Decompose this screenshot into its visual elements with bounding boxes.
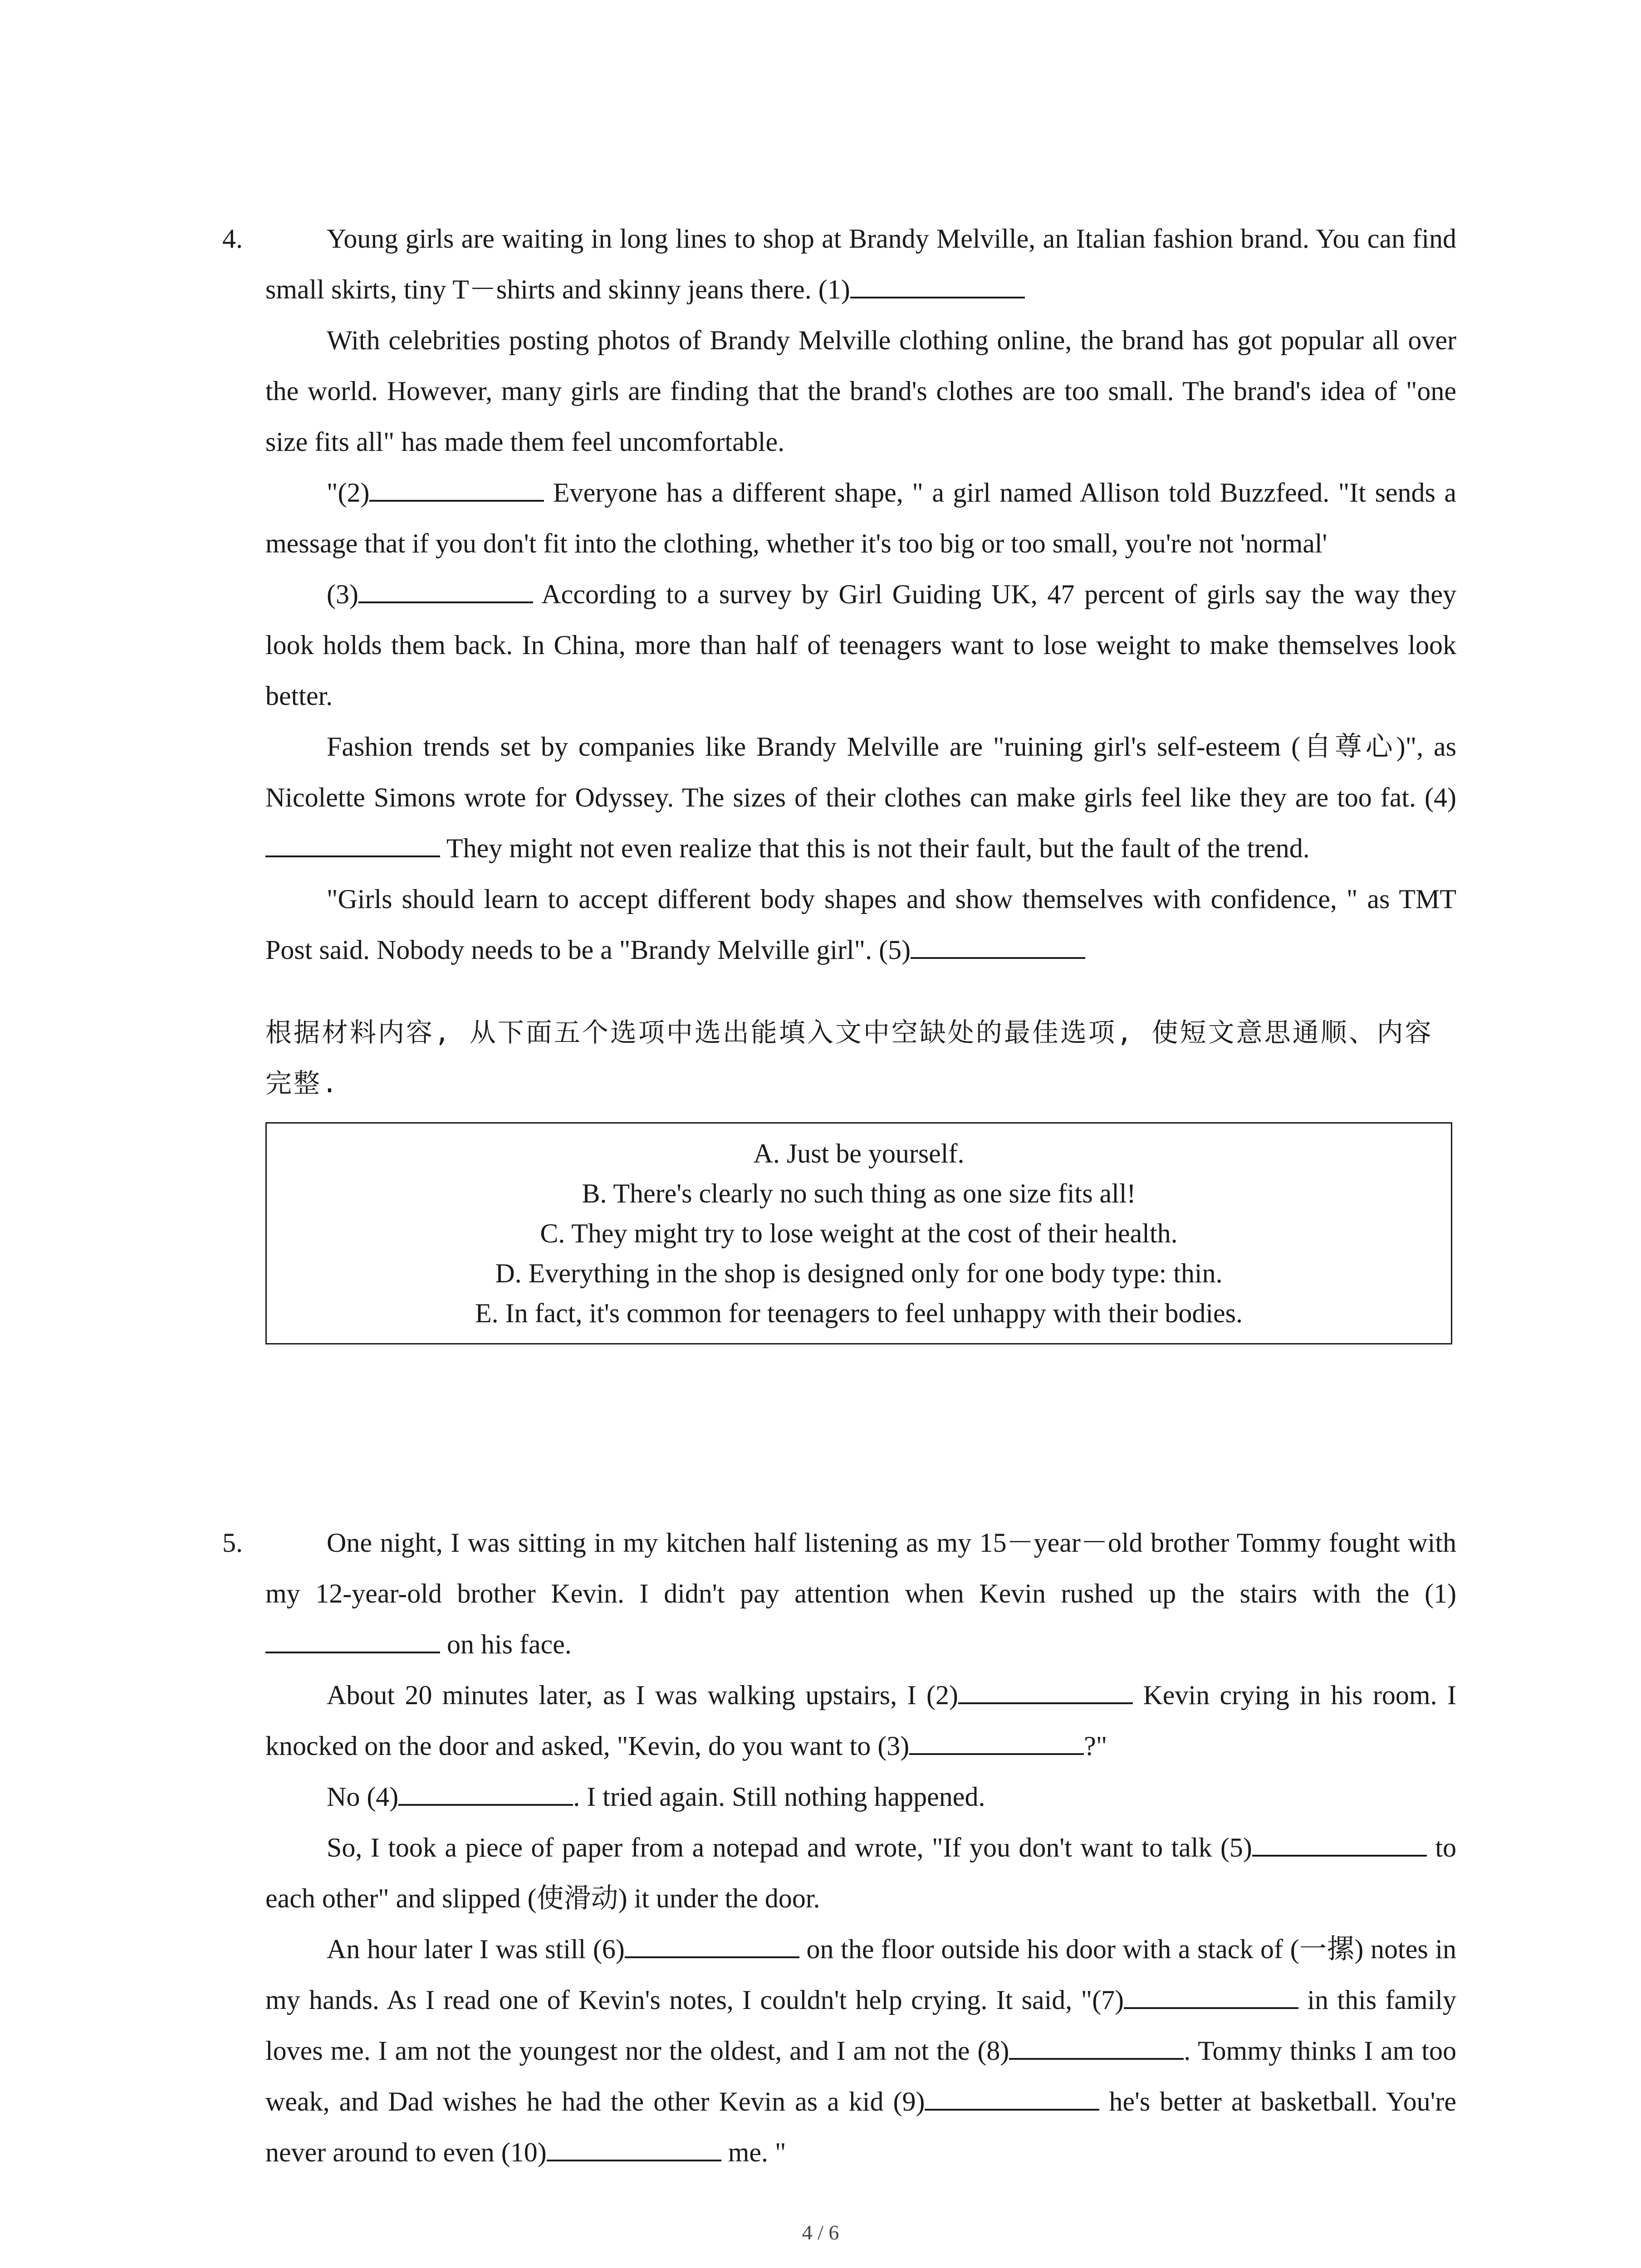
question-4 xyxy=(222,213,1456,1344)
option-e: E. In fact, it's common for teenagers to feel unhappy with their bodies. xyxy=(475,1298,1243,1328)
paragraph xyxy=(265,1822,1456,1924)
question-4-passage xyxy=(265,213,1456,975)
question-number: 5. xyxy=(222,1528,243,1558)
paragraph xyxy=(265,721,1456,874)
text: he's better at basketball. You're never around to even (10) xyxy=(265,2087,1456,2167)
text: on his face. xyxy=(440,1629,572,1659)
paragraph xyxy=(265,1517,1456,1670)
option-b: B. There's clearly no such thing as one size fits all! xyxy=(582,1178,1136,1208)
option-d: D. Everything in the shop is designed only for one body type: thin. xyxy=(495,1258,1223,1288)
answer-blank-3[interactable] xyxy=(909,1728,1084,1755)
text: in this family loves me. I am not the youngest nor the oldest, and I am not the (8) xyxy=(265,1985,1456,2066)
text: Fashion trends set by companies like Brandy Melville are "ruining girl's self-esteem (自尊心)", as Nicolette Simons wrote for Odyssey. The sizes of their clothes can make girls feel like they are too fat. (4) xyxy=(265,732,1456,812)
answer-blank-3[interactable] xyxy=(358,576,533,603)
answer-blank-5[interactable] xyxy=(911,932,1085,959)
text: . I tried again. Still nothing happened. xyxy=(573,1782,985,1812)
text: Kevin crying in his room. I knocked on the door and asked, "Kevin, do you want to (3) xyxy=(265,1680,1456,1761)
paragraph xyxy=(265,1771,1456,1822)
text: Young girls are waiting in long lines to shop at Brandy Melville, an Italian fashion brand. You can find small skirts, tiny T－shirts and skinny jeans there. (1) xyxy=(265,224,1456,304)
answer-blank-6[interactable] xyxy=(625,1931,799,1958)
answer-blank-7[interactable] xyxy=(1124,1982,1298,2009)
text: (3) xyxy=(327,579,358,609)
answer-blank-5[interactable] xyxy=(1252,1829,1427,1857)
text: me. " xyxy=(721,2137,786,2167)
text: According to a survey by Girl Guiding UK, 47 percent of girls say the way they look holds them back. In China, more than half of teenagers want to lose weight to make themselves look better. xyxy=(265,579,1456,711)
question-number: 4. xyxy=(222,224,243,254)
question-5-passage xyxy=(265,1517,1456,2178)
text: One night, I was sitting in my kitchen half listening as my 15－year－old brother Tommy fought with my 12-year-old brother Kevin. I didn't pay attention when Kevin rushed up the stairs with the (1) xyxy=(265,1528,1456,1608)
answer-blank-9[interactable] xyxy=(925,2083,1099,2111)
text: No (4) xyxy=(327,1782,399,1812)
text: on the floor outside his door with a stack of (一摞) notes in my hands. As I read one of Kevin's notes, I couldn't help crying. It said, "(7) xyxy=(265,1934,1456,2015)
option-c: C. They might try to lose weight at the cost of their health. xyxy=(540,1218,1178,1248)
answer-blank-2[interactable] xyxy=(369,474,544,502)
answer-blank-8[interactable] xyxy=(1009,2033,1184,2060)
option-a: A. Just be yourself. xyxy=(753,1139,965,1168)
text: So, I took a piece of paper from a notepad and wrote, "If you don't want to talk (5) xyxy=(327,1833,1252,1862)
answer-blank-2[interactable] xyxy=(958,1677,1133,1704)
answer-blank-1[interactable] xyxy=(850,271,1025,298)
text: They might not even realize that this is not their fault, but the fault of the trend. xyxy=(440,833,1310,863)
text: With celebrities posting photos of Brandy Melville clothing online, the brand has got popular all over the world. However, many girls are finding that the brand's clothes are too small. The brand's idea of "one size fits all" has made them feel uncomfortable. xyxy=(265,325,1456,457)
text: . Tommy thinks I am too weak, and Dad wishes he had the other Kevin as a kid (9) xyxy=(265,2036,1456,2116)
instruction-text: 根据材料内容, 从下面五个选项中选出能填入文中空缺处的最佳选项, 使短文意思通顺、内容完整. xyxy=(265,1017,1433,1099)
text: to each other" and slipped (使滑动) it under the door. xyxy=(265,1833,1456,1913)
question-5 xyxy=(222,1517,1456,2178)
paragraph xyxy=(265,1924,1456,2178)
answer-blank-4[interactable] xyxy=(265,830,440,857)
text: Everyone has a different shape, " a girl named Allison told Buzzfeed. "It sends a message that if you don't fit into the clothing, whether it's too big or too small, you're not 'normal' xyxy=(265,478,1456,558)
paragraph xyxy=(265,213,1456,315)
text: About 20 minutes later, as I was walking upstairs, I (2) xyxy=(327,1680,958,1710)
text: "Girls should learn to accept different body shapes and show themselves with confidence, " as TMT Post said. Nobody needs to be a "Brandy Melville girl". (5) xyxy=(265,884,1456,965)
text: ?" xyxy=(1084,1731,1107,1761)
answer-blank-10[interactable] xyxy=(547,2134,721,2161)
answer-blank-1[interactable] xyxy=(265,1626,440,1653)
paragraph xyxy=(265,874,1456,975)
text: "(2) xyxy=(327,478,370,508)
paragraph xyxy=(265,569,1456,721)
answer-blank-4[interactable] xyxy=(398,1779,573,1806)
paragraph xyxy=(265,315,1456,467)
page-number: 4 / 6 xyxy=(802,2221,839,2244)
text: An hour later I was still (6) xyxy=(327,1934,625,1964)
options-box xyxy=(265,1122,1452,1344)
paragraph xyxy=(265,1670,1456,1771)
paragraph xyxy=(265,467,1456,569)
